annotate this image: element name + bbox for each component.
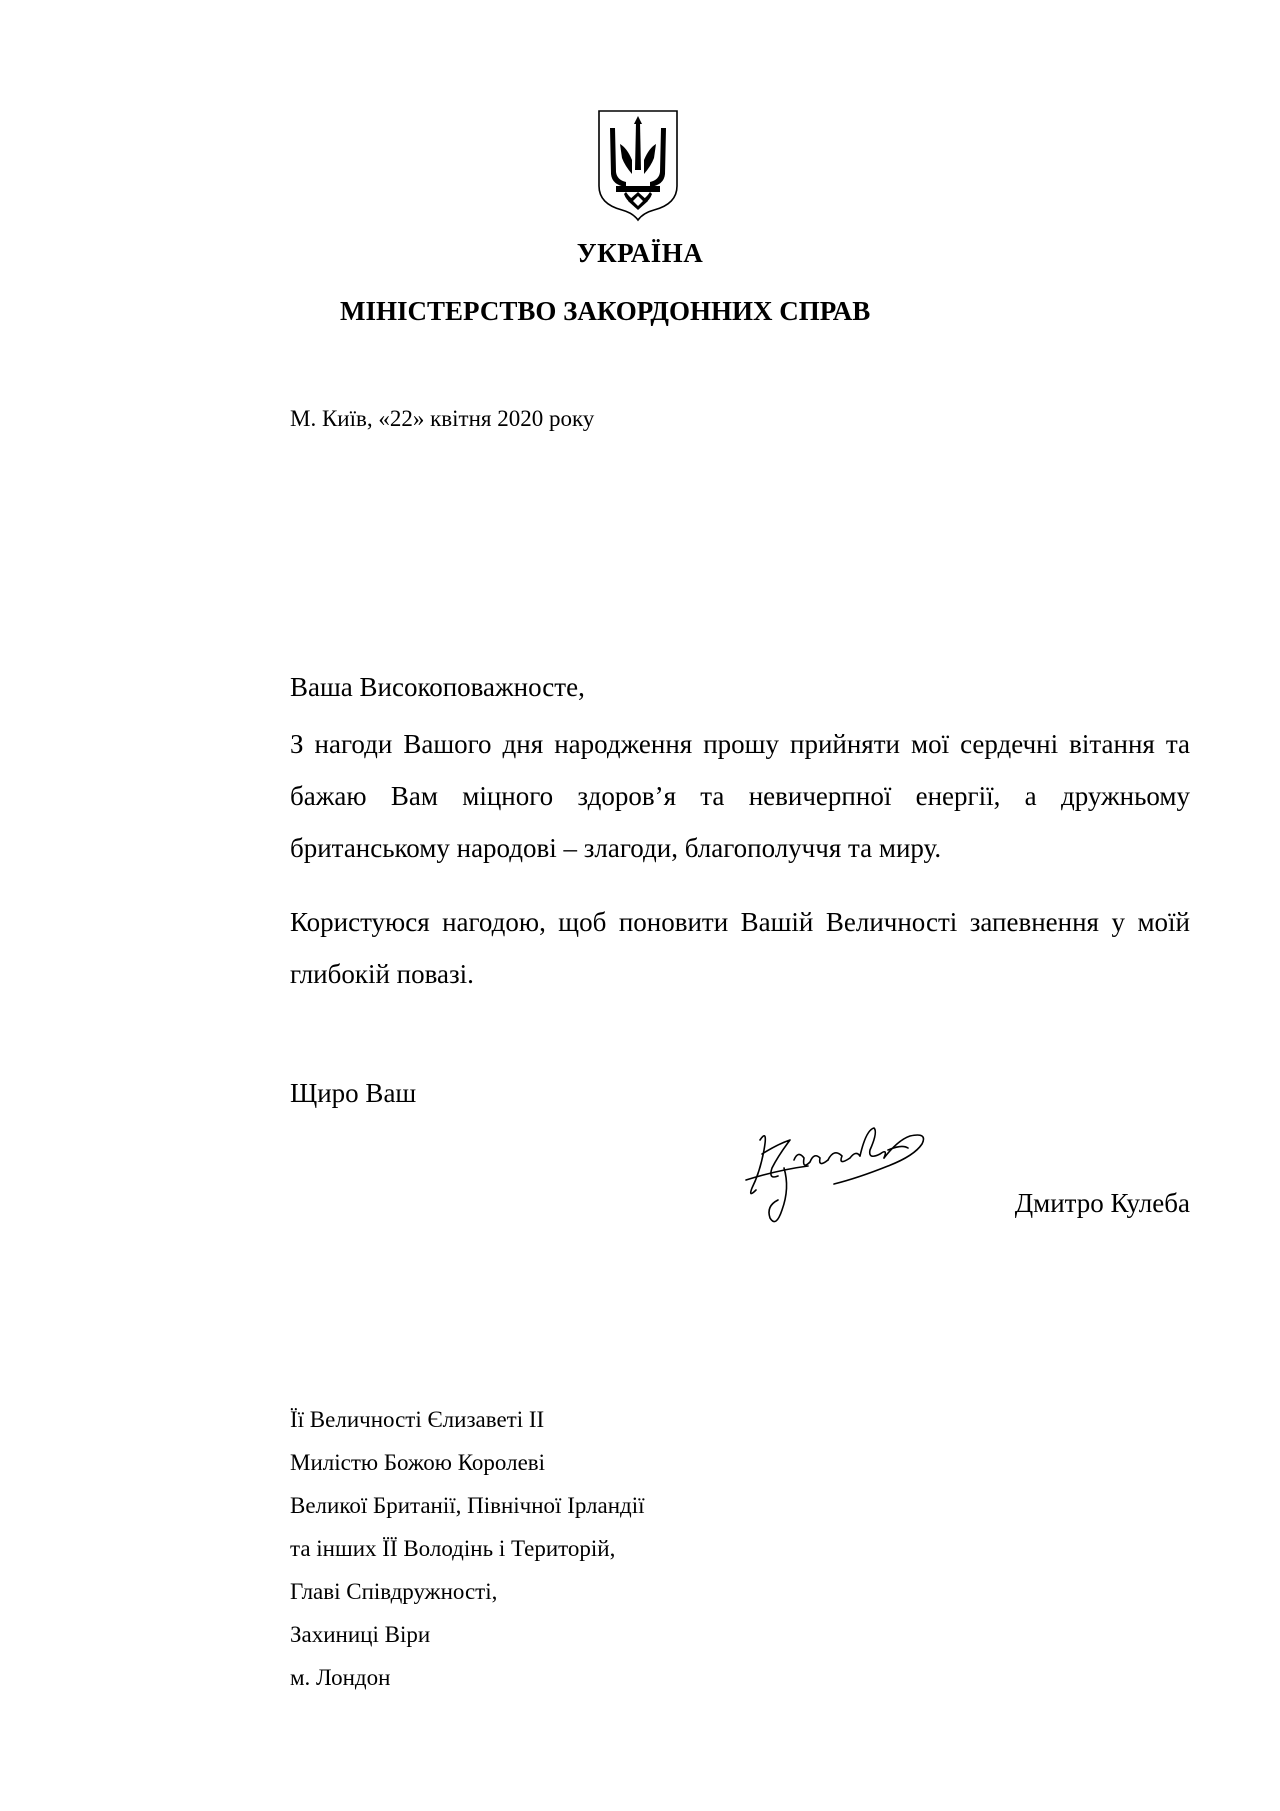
- ministry-heading: МІНІСТЕРСТВО ЗАКОРДОННИХ СПРАВ: [340, 296, 871, 326]
- closing-phrase: Щиро Ваш: [290, 1078, 417, 1108]
- address-line: Главі Співдружності,: [290, 1579, 498, 1604]
- address-line: Її Величності Єлизаветі ІІ: [290, 1407, 545, 1432]
- address-line: Милістю Божою Королеві: [290, 1450, 546, 1475]
- address-line: Захиниці Віри: [290, 1622, 431, 1647]
- handwritten-signature-icon: [738, 1110, 938, 1240]
- signer-name: Дмитро Кулеба: [1014, 1188, 1190, 1218]
- body-paragraph-2: Користуюся нагодою, щоб поновити Вашій Величності запевнення у моїй глибокій повазі.: [290, 907, 1190, 989]
- address-line: м. Лондон: [290, 1665, 391, 1690]
- recipient-address: [290, 1398, 645, 1699]
- body-paragraph-1: З нагоди Вашого дня народження прошу прийняти мої сердечні вітання та бажаю Вам міцного здоров’я та невичерпної енергії, а дружньому британському народові – злагоди, благополуччя та миру.: [290, 729, 1190, 863]
- country-heading: УКРАЇНА: [576, 238, 704, 268]
- address-line: Великої Британії, Північної Ірландії: [290, 1493, 645, 1518]
- date-line: М. Київ, «22» квітня 2020 року: [290, 406, 595, 431]
- salutation: Ваша Високоповажносте,: [290, 672, 585, 702]
- address-line: та інших ЇЇ Володінь і Територій,: [290, 1536, 616, 1561]
- trident-emblem-icon: [596, 108, 680, 222]
